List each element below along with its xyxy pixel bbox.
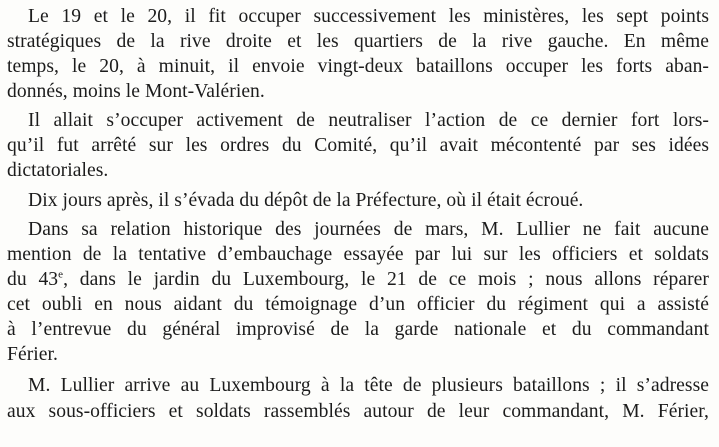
text-run: , dans le jardin du Luxembourg, le 21 de ce mois ; nous allons réparer xyxy=(63,269,709,290)
text-line: dictatoriales. xyxy=(7,160,109,181)
text-line: Il allait s’occuper activement de neutraliser l’action de ce dernier fort lors- xyxy=(28,110,709,131)
text-run: du 43 xyxy=(7,269,59,290)
text-line: mention de la tentative d’embauchage essayée par lui sur les officiers et soldats xyxy=(7,244,709,265)
text-line: aux sous-officiers et soldats rassemblés autour de leur commandant, M. Férier, xyxy=(7,401,709,422)
text-line: à l’entrevue du général improvisé de la garde nationale et du commandant xyxy=(7,319,709,340)
text-line: Dans sa relation historique des journées de mars, M. Lullier ne fait aucune xyxy=(28,219,709,240)
text-line: cet oubli en nous aidant du témoignage d’un officier du régiment qui a assisté xyxy=(7,294,709,315)
text-line: temps, le 20, à minuit, il envoie vingt-deux bataillons occuper les forts aban- xyxy=(7,56,709,77)
text-line: Férier. xyxy=(7,344,58,365)
text-line: qu’il fut arrêté sur les ordres du Comité, qu’il avait mécontenté par ses idées xyxy=(7,135,709,156)
text-line: stratégiques de la rive droite et les quartiers de la rive gauche. En même xyxy=(7,31,709,52)
text-line: Dix jours après, il s’évada du dépôt de la Préfecture, où il était écroué. xyxy=(28,190,584,211)
text-line: donnés, moins le Mont-Valérien. xyxy=(7,81,265,102)
text-line xyxy=(7,268,709,292)
ordinal-superscript: e xyxy=(58,268,64,281)
text-line: M. Lullier arrive au Luxembourg à la tête de plusieurs bataillons ; il s’adresse xyxy=(28,375,709,396)
text-line: Le 19 et le 20, il fit occuper successivement les ministères, les sept points xyxy=(28,6,709,27)
